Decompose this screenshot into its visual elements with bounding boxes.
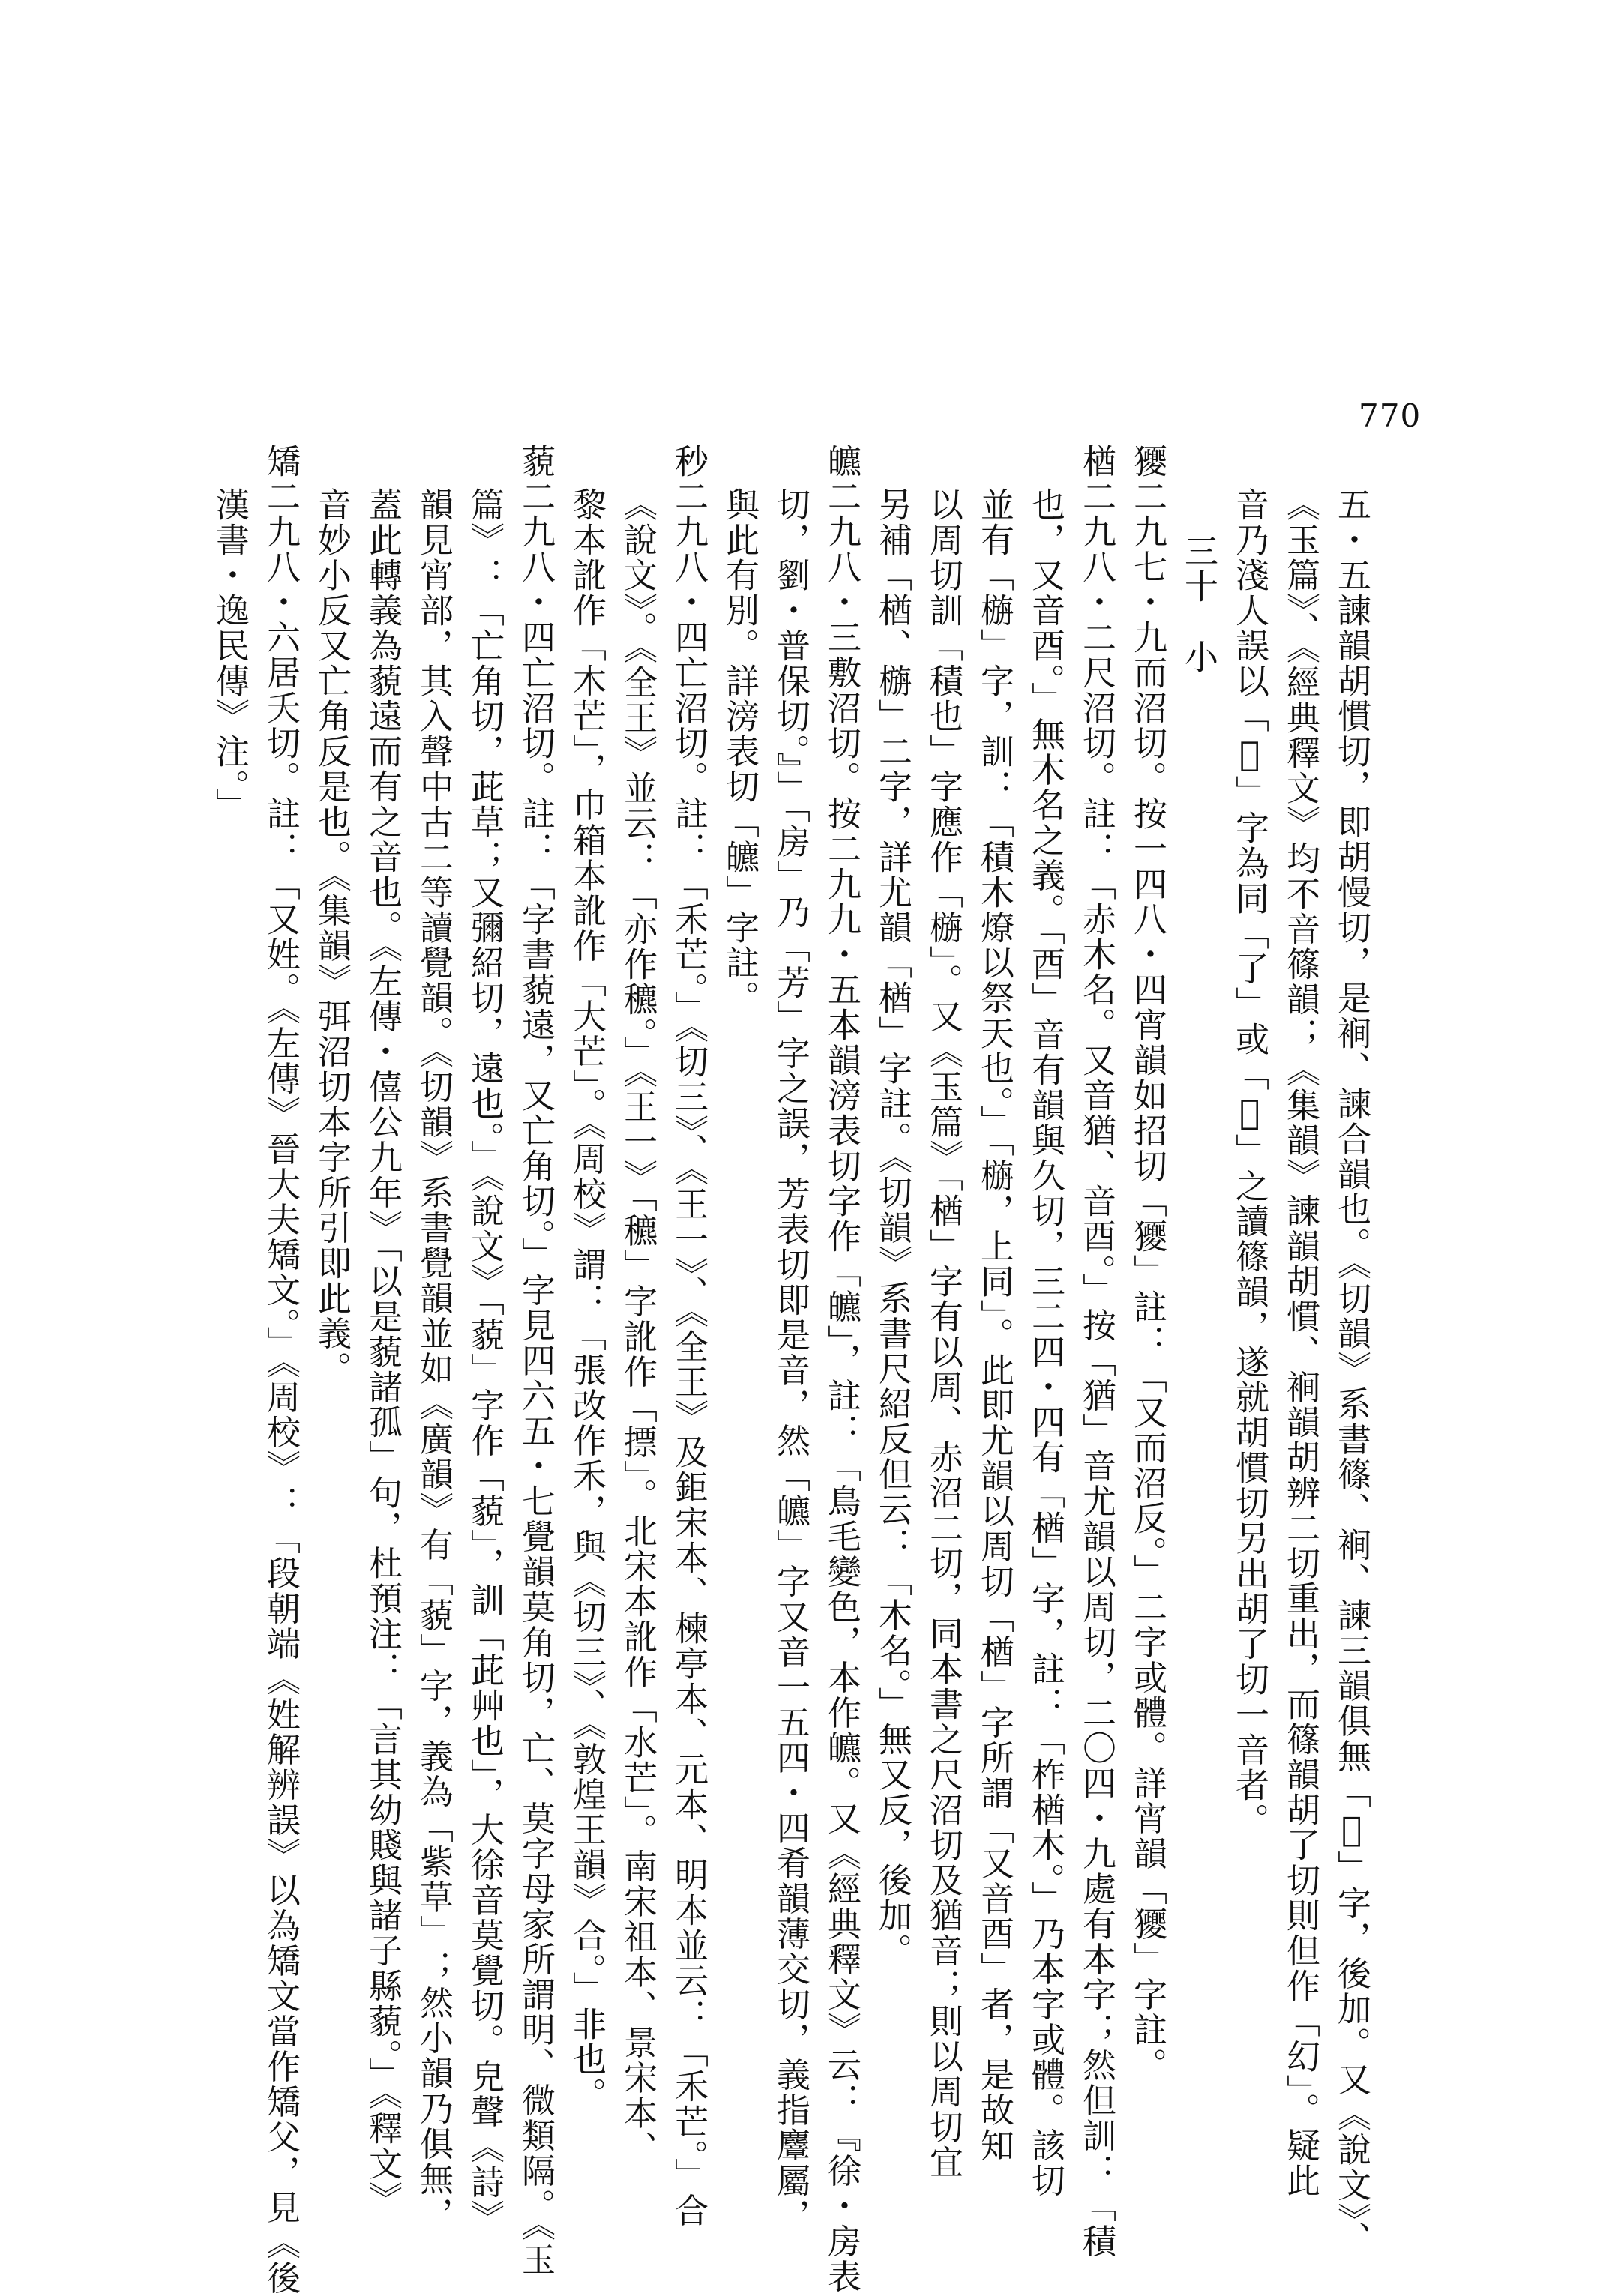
entry-column: 矯二九八・六居夭切。註：「又姓。《左傳》晉大夫矯文。」《周校》：「段朝端《姓解辨誤》以為矯文當作矯父，見《後 xyxy=(261,444,301,2296)
text-column: 也，又音酉。」無木名之義。「酉」音有韻與久切，三二四・四有「楢」字，註：「柞楢木。」乃本字或體。該切 xyxy=(1026,487,1065,2199)
text-column: 音妙小反又亡角反是也。《集韻》弭沼切本字所引即此義。 xyxy=(312,487,352,1387)
entry-column: 皫二九八・三敷沼切。按二九九・五本韻滂表切字作「皫」，註：「鳥毛變色，本作皫。又《經典釋文》云：『徐・房表 xyxy=(822,444,861,2295)
entry-column: 藐二九八・四亡沼切。註：「字書藐遠，又亡角切。」字見四六五・七覺韻莫角切，亡、莫字母家所謂明、微類隔。《玉 xyxy=(516,444,556,2277)
text-column: 《玉篇》、《經典釋文》均不音篠韻；《集韻》諫韻胡慣、裥韻胡辨二切重出，而篠韻胡了切則但作「幻」。疑此 xyxy=(1281,487,1320,2199)
page-number: 770 xyxy=(1359,397,1422,434)
entry-column: 秒二九八・四亡沼切。註：「禾芒。」《切三》、《王一》、《全王》及鉅宋本、楝亭本、元本、明本並云：「禾芒。」合 xyxy=(669,444,709,2229)
section-heading: 三十 小 xyxy=(1179,534,1218,675)
entry-column: 楢二九八・二尺沼切。註：「赤木名。又音猶、音酉。」按「猶」音尤韻以周切，二〇四・九處有本字；然但訓：「積 xyxy=(1077,444,1116,2259)
text-column: 漢書・逸民傳》注。」 xyxy=(210,487,250,823)
text-column: 篇》：「亡角切，茈草；又彌紹切，遠也。」《說文》「藐」字作「藐」，訓「茈艸也」，大徐音莫覺切。皃聲《詩》 xyxy=(465,487,505,2235)
text-column: 音乃淺人誤以「𡴸」字為同「了」或「𠄏」之讀篠韻，遂就胡慣切另出胡了切一音者。 xyxy=(1230,487,1269,1838)
entry-column: 獿二九七・九而沼切。按一四八・四宵韻如招切「獿」註：「又而沼反。」二字或體。詳宵韻「獿」字註。 xyxy=(1128,444,1167,2083)
vertical-text-body xyxy=(207,444,1377,2296)
text-column: 韻見宵部，其入聲中古二等讀覺韻。《切韻》系書覺韻並如《廣韻》有「藐」字，義為「紫草」；然小韻乃俱無， xyxy=(414,487,454,2232)
text-column: 蓋此轉義為藐遠而有之音也。《左傳・僖公九年》「以是藐諸孤」句，杜預注：「言其幼賤與諸子縣藐。」《釋文》 xyxy=(363,487,403,2217)
text-column: 切，劉・普保切。』」「房」乃「芳」字之誤，芳表切即是音，然「皫」字又音一五四・四肴韻薄交切，義指麞屬， xyxy=(771,487,810,2234)
text-column: 五・五諫韻胡慣切，即胡慢切，是裥、諫合韻也。《切韻》系書篠、裥、諫三韻俱無「𡴸」字，後加。又《說文》、 xyxy=(1332,487,1371,2256)
text-column: 以周切訓「積也」字應作「㮵」。又《玉篇》「楢」字有以周、赤沼二切，同本書之尺沼切及猶音；則以周切宜 xyxy=(924,487,963,2180)
text-column: 黎本訛作「木芒」，巾箱本訛作「大芒」。《周校》謂：「張改作禾，與《切三》、《敦煌王韻》合。」非也。 xyxy=(567,487,607,2112)
text-column: 另補「楢、㮵」二字，詳尤韻「楢」字註。《切韻》系書尺紹反但云：「木名。」無又反，後加。 xyxy=(873,487,912,1968)
text-column: 與此有別。詳滂表切「皫」字註。 xyxy=(720,487,760,1016)
text-column: 並有「㮵」字，訓：「積木燎以祭天也。」「㮵，上同」。此即尤韻以周切「楢」字所謂「又音酉」者，是故知 xyxy=(975,487,1014,2163)
text-column: 《說文》。《全王》並云：「亦作穮。」《王一》「穮」字訛作「摽」。北宋本訛作「水芒」。南宋祖本、景宋本、 xyxy=(618,487,658,2166)
